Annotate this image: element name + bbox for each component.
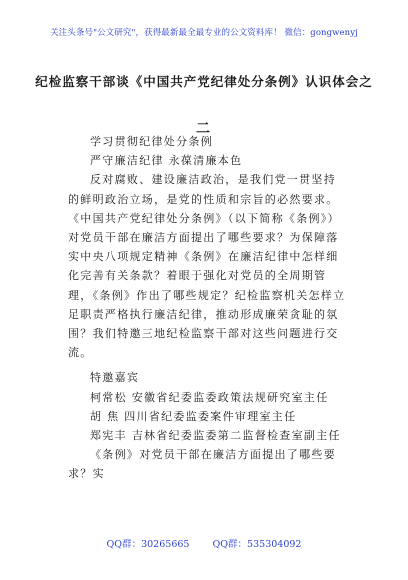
part-number: 二 (196, 121, 212, 137)
section-heading: 学习贯彻纪律处分条例 (90, 135, 213, 148)
section-subheading: 严守廉洁纪律 永葆清廉本色 (90, 154, 243, 168)
document-title: 纪检监察干部谈《中国共产党纪律处分条例》认识体会之 (35, 74, 373, 89)
body-paragraph: 《条例》对党员干部在廉洁方面提出了哪些要求？实 (68, 448, 336, 481)
document-body (68, 132, 346, 484)
guest-item: 郑宪丰 吉林省纪委监委第二监督检查室副主任 (90, 429, 341, 443)
guest-item: 胡 焦 四川省纪委监委案件审理室主任 (90, 409, 297, 423)
footer-qq-group-2: QQ群：535304092 (212, 539, 302, 550)
body-paragraph: 反对腐败、建设廉洁政治，是我们党一贯坚持的鲜明政治立场，是党的性质和宗旨的必然要求。《中国共产党纪律处分条例》（以下简称《条例》）对党员干部在廉洁方面提出了哪些要求？为保障落实中央八项规定精神《条例》在廉洁纪律中怎样细化完善有关条款？着眼于强化对党员的全周期管理，《条例》作出了哪些规定？纪检监察机关怎样立足职责严格执行廉洁纪律，推动形成廉荣贪耻的氛围？我们特邀三地纪检监察干部对这些问题进行交流。 (68, 173, 346, 360)
header-promo-text: 关注头条号"公文研究"，获得最新最全最专业的公文资料库！ 微信：gongwenyj (50, 28, 358, 38)
guests-heading: 特邀嘉宾 (90, 371, 140, 385)
guest-item: 柯常松 安徽省纪委监委政策法规研究室主任 (90, 390, 329, 404)
footer-qq-groups (0, 536, 408, 550)
footer-qq-group-1: QQ群：30265665 (106, 539, 190, 550)
